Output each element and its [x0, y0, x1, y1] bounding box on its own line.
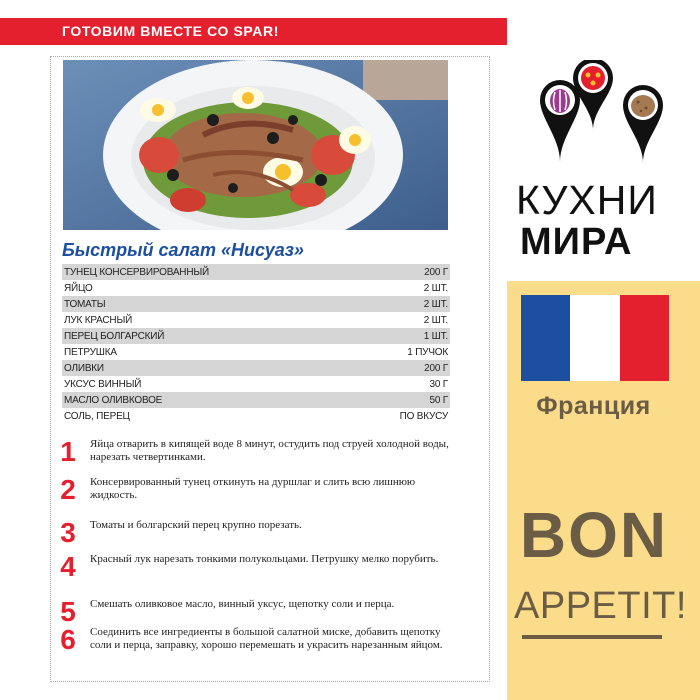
ingredient-name: ЛУК КРАСНЫЙ [64, 314, 133, 326]
ingredient-qty: 2 ШТ. [423, 282, 448, 294]
pin-onion-icon [540, 80, 580, 162]
ingredient-row [62, 264, 450, 280]
salad-photo [63, 60, 448, 230]
ingredients-table [62, 264, 450, 424]
step-text: Яйца отварить в кипящей воде 8 минут, остудить под струей холодной воды, нарезать четвертинками. [90, 438, 449, 463]
step-text: Соединить все ингредиенты в большой салатной миске, добавить щепотку соли и перца, заправку, хорошо перемешать и украсить нарезанным яйцом. [90, 626, 443, 651]
sidebar-divider [507, 264, 700, 281]
ingredient-name: УКСУС ВИННЫЙ [64, 378, 142, 390]
pin-tomato-icon [573, 60, 613, 130]
ingredient-name: ПЕРЕЦ БОЛГАРСКИЙ [64, 330, 165, 342]
ingredient-row [62, 280, 450, 296]
ingredient-row [62, 312, 450, 328]
step-text: Смешать оливковое масло, винный уксус, щепотку соли и перца. [90, 598, 395, 610]
ingredient-qty: 200 Г [424, 362, 448, 374]
header-label: ГОТОВИМ ВМЕСТЕ СО SPAR! [62, 23, 279, 39]
appetit-underline [522, 635, 662, 639]
ingredient-name: ОЛИВКИ [64, 362, 104, 374]
ingredient-name: МАСЛО ОЛИВКОВОЕ [64, 394, 163, 406]
ingredient-qty: 1 ШТ. [423, 330, 448, 342]
ingredient-qty: 50 Г [429, 394, 448, 406]
ingredient-row [62, 296, 450, 312]
ingredient-qty: 200 Г [424, 266, 448, 278]
ingredient-row [62, 344, 450, 360]
ingredient-name: СОЛЬ, ПЕРЕЦ [64, 410, 130, 422]
ingredient-qty: 30 Г [429, 378, 448, 390]
header-bar [0, 18, 507, 45]
ingredient-row [62, 360, 450, 376]
step-number: 1 [60, 436, 76, 467]
step-number: 6 [60, 624, 76, 655]
step-number: 5 [60, 596, 76, 627]
flag-stripe-white [570, 295, 619, 381]
appetit-text: APPETIT! [514, 585, 687, 627]
step-number: 4 [60, 551, 76, 582]
step-number: 3 [60, 517, 76, 548]
ingredient-qty: ПО ВКУСУ [399, 410, 448, 422]
ingredient-name: ЯЙЦО [64, 282, 93, 294]
recipe-title: Быстрый салат «Нисуаз» [62, 240, 304, 260]
ingredient-name: ПЕТРУШКА [64, 346, 117, 358]
ingredient-qty: 2 ШТ. [423, 298, 448, 310]
step-text: Красный лук нарезать тонкими полукольцами. Петрушку мелко порубить. [90, 553, 439, 565]
ingredient-name: ТОМАТЫ [64, 298, 106, 310]
bon-text: BON [519, 499, 669, 571]
flag-stripe-blue [521, 295, 570, 381]
ingredient-row [62, 328, 450, 344]
pin-potato-icon [623, 85, 663, 163]
flag-stripe-red [620, 295, 669, 381]
country-name: Франция [536, 392, 651, 420]
step-number: 2 [60, 474, 76, 505]
map-pins [515, 60, 675, 180]
ingredient-row [62, 408, 450, 424]
step-text: Консервированный тунец откинуть на дуршлаг и слить всю лишнюю жидкость. [90, 476, 416, 501]
ingredient-row [62, 376, 450, 392]
ingredient-name: ТУНЕЦ КОНСЕРВИРОВАННЫЙ [64, 266, 209, 278]
france-flag [521, 295, 669, 381]
ingredient-row [62, 392, 450, 408]
ingredient-qty: 2 ШТ. [423, 314, 448, 326]
ingredient-qty: 1 ПУЧОК [407, 346, 448, 358]
step-text: Томаты и болгарский перец крупно порезать. [90, 519, 302, 531]
mira-heading: МИРА [520, 221, 633, 263]
kuhni-heading: КУХНИ [516, 177, 658, 223]
